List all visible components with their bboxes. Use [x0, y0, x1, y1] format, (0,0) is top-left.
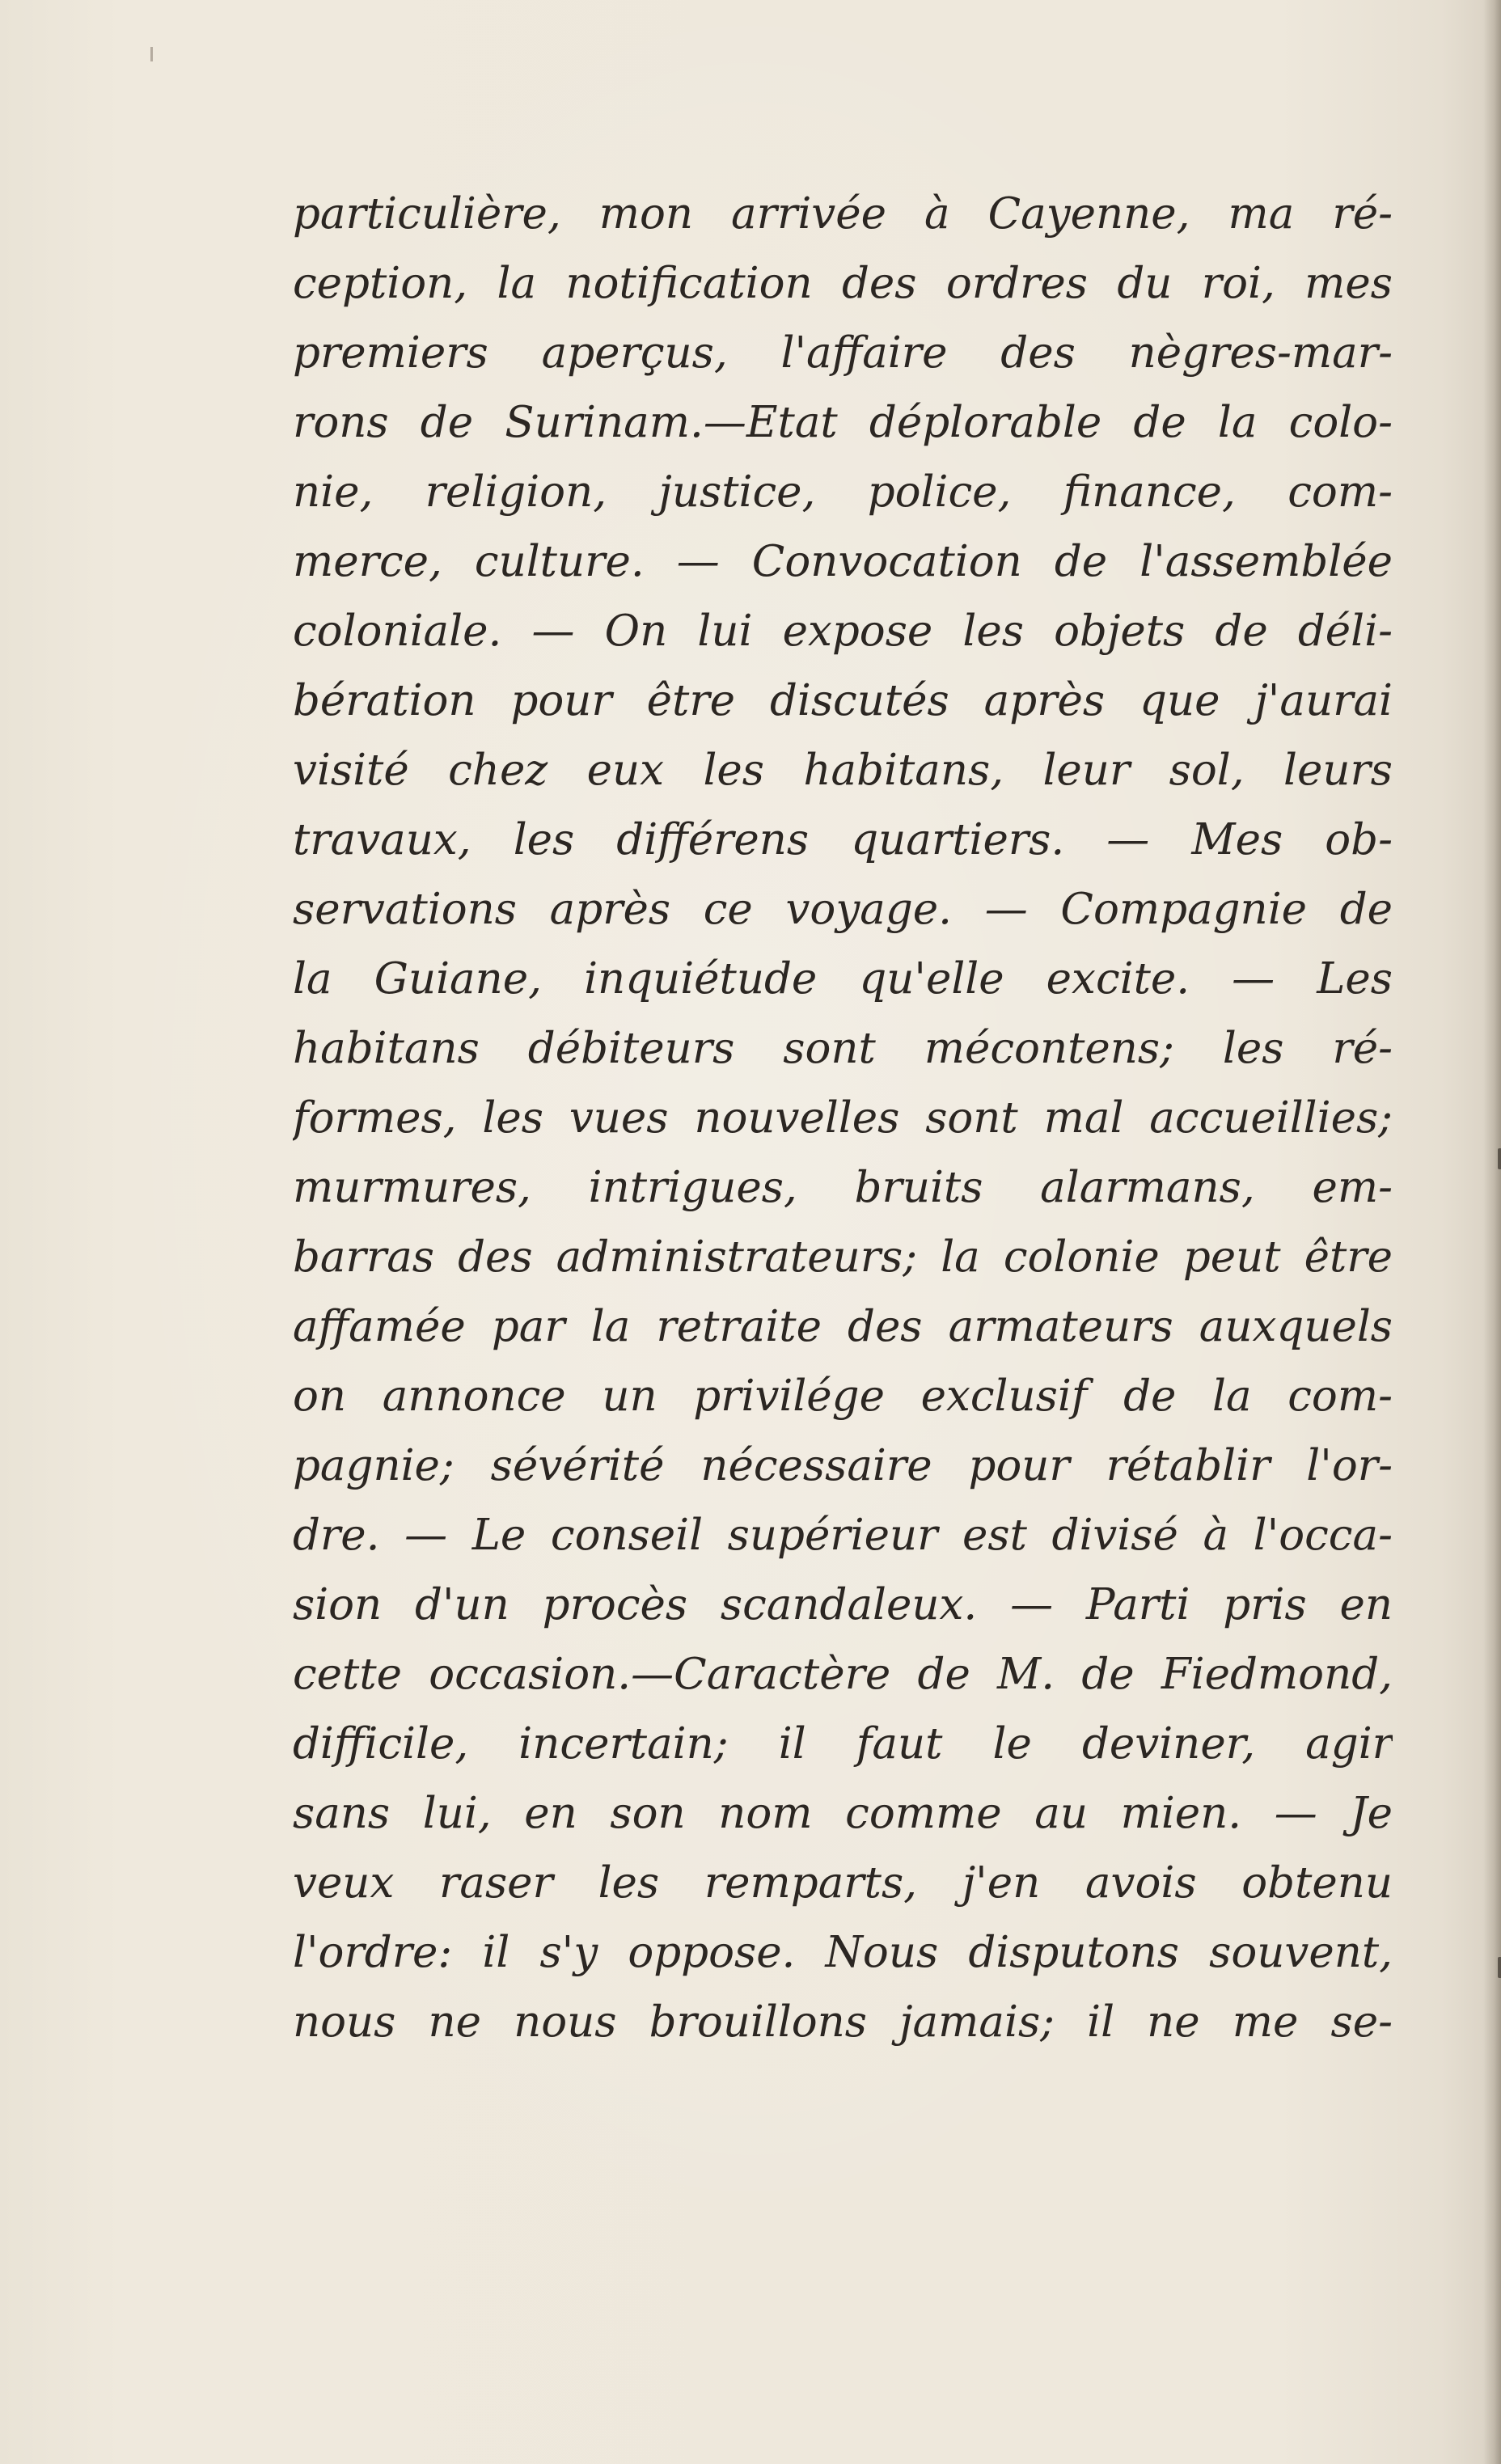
text-line: nie, religion, justice, police, finance, com-: [293, 467, 1393, 517]
margin-mark: [1498, 1957, 1501, 1978]
margin-mark: [1498, 1148, 1501, 1169]
text-line: particulière, mon arrivée à Cayenne, ma ré-: [293, 189, 1393, 239]
body-text: [293, 180, 1393, 2057]
text-line: on annonce un privilége exclusif de la com-: [293, 1371, 1393, 1421]
page-edge-shadow: [1483, 0, 1501, 2464]
text-line: nous ne nous brouillons jamais; il ne me se-: [293, 1997, 1393, 2047]
text-line: la Guiane, inquiétude qu'elle excite. — Les: [293, 954, 1393, 1004]
text-line: habitans débiteurs sont mécontens; les ré-: [293, 1024, 1393, 1073]
text-line: bération pour être discutés après que j'aurai: [293, 676, 1393, 725]
text-line: l'ordre: il s'y oppose. Nous disputons souvent,: [293, 1928, 1393, 1977]
text-line: premiers aperçus, l'affaire des nègres-mar-: [293, 328, 1393, 378]
text-line: sans lui, en son nom comme au mien. — Je: [293, 1789, 1393, 1838]
text-line: barras des administrateurs; la colonie peut être: [293, 1232, 1393, 1282]
text-line: cette occasion.—Caractère de M. de Fiedmond,: [293, 1650, 1393, 1699]
text-line: rons de Surinam.—Etat déplorable de la colo-: [293, 398, 1393, 447]
text-line: servations après ce voyage. — Compagnie de: [293, 885, 1393, 934]
text-line: ception, la notification des ordres du roi, mes: [293, 259, 1393, 308]
text-line: veux raser les remparts, j'en avois obtenu: [293, 1858, 1393, 1908]
text-line: travaux, les différens quartiers. — Mes ob-: [293, 815, 1393, 864]
text-line: sion d'un procès scandaleux. — Parti pris en: [293, 1580, 1393, 1629]
text-line: visité chez eux les habitans, leur sol, leurs: [293, 746, 1393, 795]
text-line: dre. — Le conseil supérieur est divisé à l'occa-: [293, 1511, 1393, 1560]
text-line: affamée par la retraite des armateurs auxquels: [293, 1302, 1393, 1351]
text-line: murmures, intrigues, bruits alarmans, em-: [293, 1163, 1393, 1212]
text-line: coloniale. — On lui expose les objets de déli-: [293, 606, 1393, 656]
paper-mark: [150, 47, 153, 61]
text-line: formes, les vues nouvelles sont mal accueillies;: [293, 1093, 1393, 1143]
text-line: pagnie; sévérité nécessaire pour rétablir l'or-: [293, 1441, 1393, 1490]
text-line: merce, culture. — Convocation de l'assemblée: [293, 537, 1393, 586]
text-line: difficile, incertain; il faut le deviner, agir: [293, 1719, 1393, 1769]
